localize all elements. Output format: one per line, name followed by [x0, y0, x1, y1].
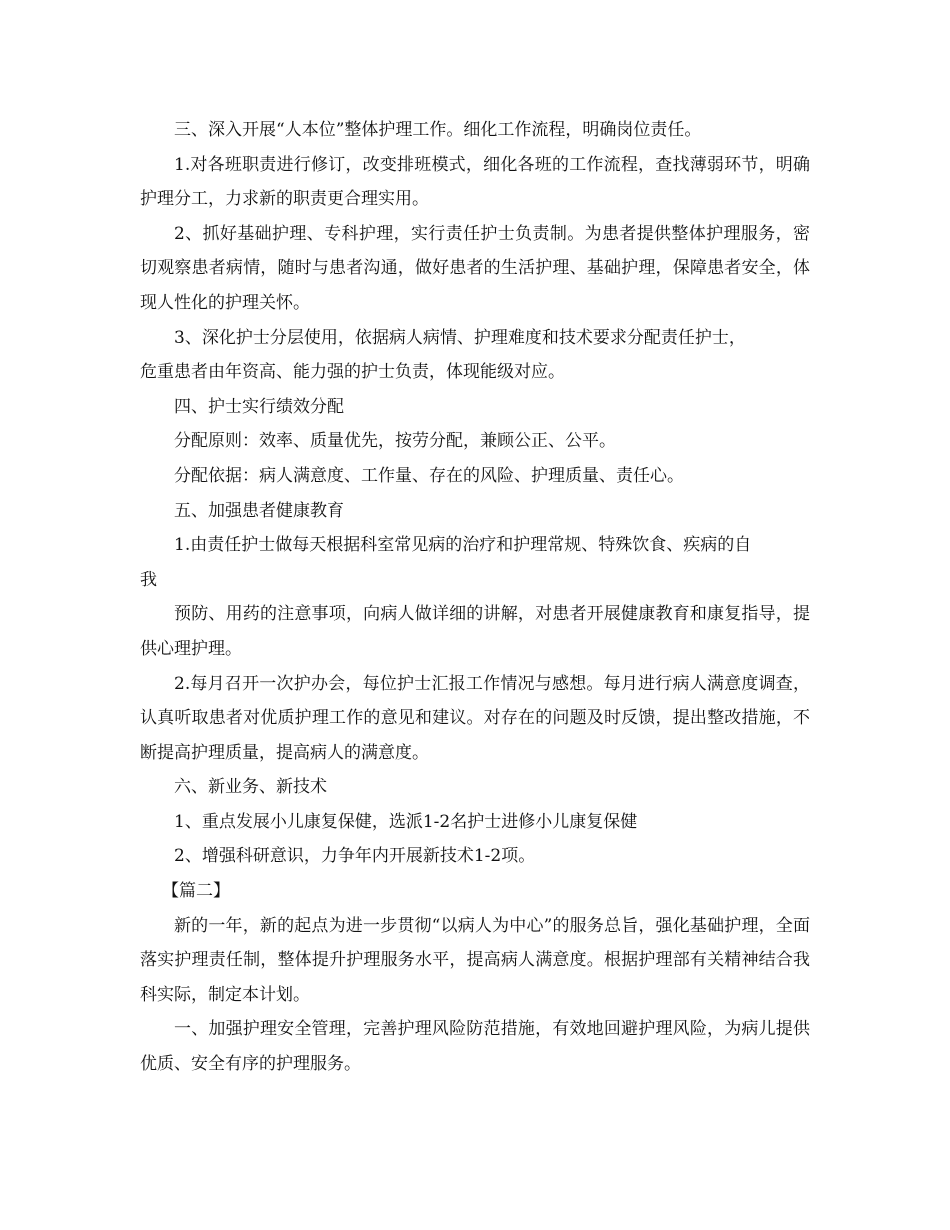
paragraph: 1、重点发展小儿康复保健，选派1-2名护士进修小儿康复保健 [174, 811, 638, 832]
section-heading-6: 六、新业务、新技术 [174, 777, 327, 798]
paragraph: 2.每月召开一次护办会，每位护士汇报工作情况与感想。每月进行病人满意度调查，认真听取患者对优质护理工作的意见和建议。对存在的问题及时反馈，提出整改措施，不断提高护理质量，提高病人的满意度。 [140, 673, 810, 763]
paragraph: 分配依据：病人满意度、工作量、存在的风险、护理质量、责任心。 [174, 465, 684, 486]
paragraph: 2、增强科研意识，力争年内开展新技术1-2项。 [174, 846, 536, 867]
paragraph: 危重患者由年资高、能力强的护士负责，体现能级对应。 [140, 362, 565, 383]
part-heading: 【篇二】 [162, 881, 230, 902]
paragraph: 我 [140, 569, 157, 590]
paragraph: 新的一年，新的起点为进一步贯彻“以病人为中心”的服务总旨，强化基础护理，全面落实护理责任制，整体提升护理服务水平，提高病人满意度。根据护理部有关精神结合我科实际，制定本计划。 [140, 915, 810, 1005]
paragraph: 1.由责任护士做每天根据科室常见病的治疗和护理常规、特殊饮食、疾病的自 [174, 535, 752, 556]
paragraph: 2、抓好基础护理、专科护理，实行责任护士负责制。为患者提供整体护理服务，密切观察患者病情，随时与患者沟通，做好患者的生活护理、基础护理，保障患者安全，体现人性化的护理关怀。 [140, 223, 810, 313]
paragraph: 1.对各班职责进行修订，改变排班模式，细化各班的工作流程，查找薄弱环节，明确护理分工，力求新的职责更合理实用。 [140, 154, 810, 210]
paragraph: 3、深化护士分层使用，依据病人病情、护理难度和技术要求分配责任护士， [174, 327, 746, 348]
paragraph: 一、加强护理安全管理，完善护理风险防范措施，有效地回避护理风险，为病儿提供优质、安全有序的护理服务。 [140, 1019, 810, 1075]
document-body [140, 113, 810, 1082]
section-heading-4: 四、护士实行绩效分配 [174, 396, 344, 417]
section-heading-5: 五、加强患者健康教育 [174, 500, 344, 521]
section-heading-3: 三、深入开展“人本位”整体护理工作。细化工作流程，明确岗位责任。 [174, 120, 702, 140]
paragraph: 分配原则：效率、质量优先，按劳分配，兼顾公正、公平。 [174, 431, 616, 452]
paragraph: 预防、用药的注意事项，向病人做详细的讲解，对患者开展健康教育和康复指导，提供心理护理。 [140, 604, 810, 659]
